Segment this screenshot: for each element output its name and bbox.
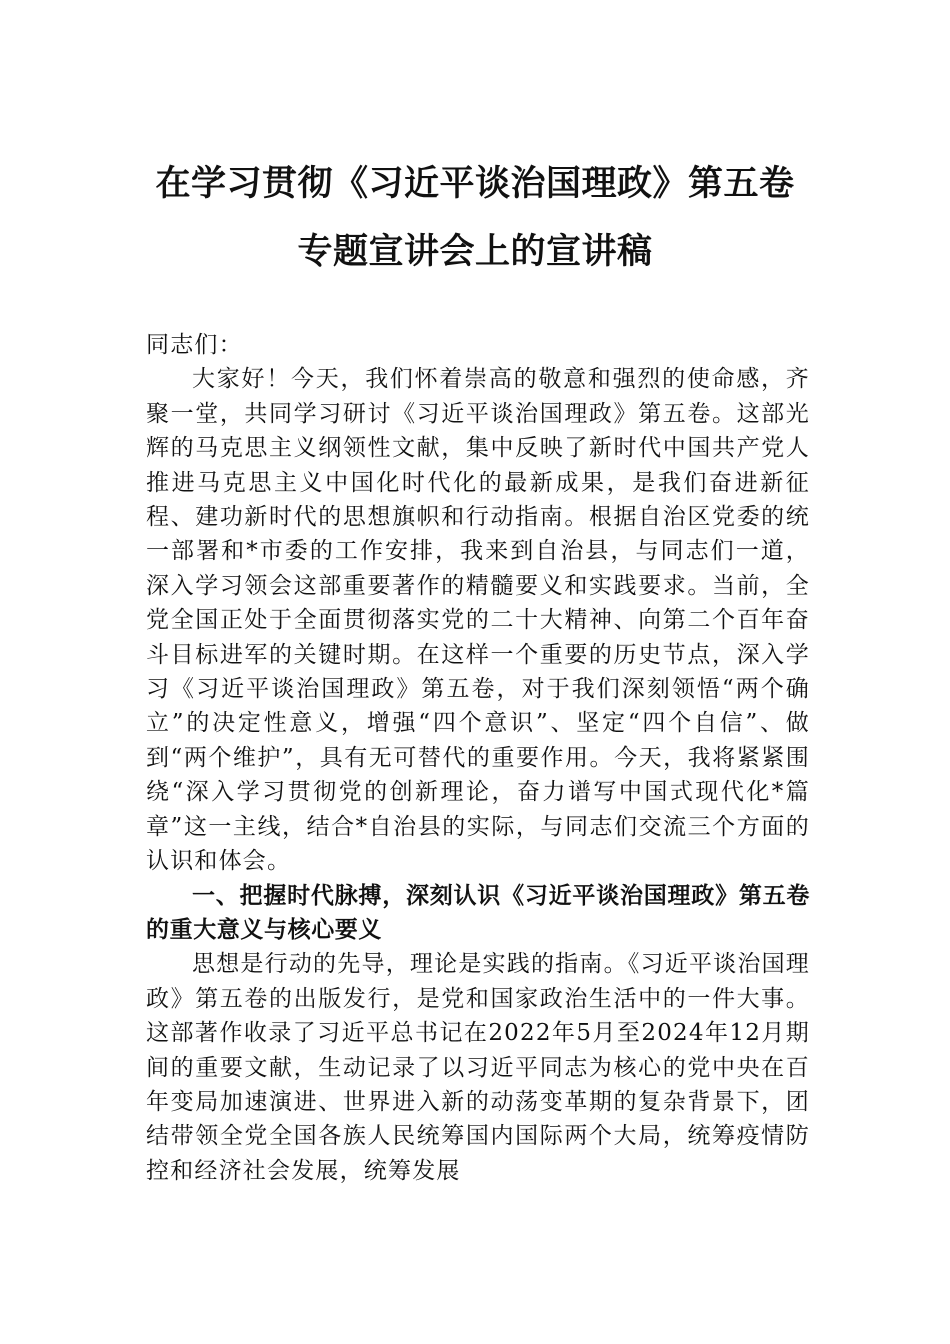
paragraph-section-1: 思想是行动的先导，理论是实践的指南。《习近平谈治国理政》第五卷的出版发行，是党和国家政治生活中的一件大事。这部著作收录了习近平总书记在2022年5月至2024年12月期间的重要文献，生动记录了以习近平同志为核心的党中央在百年变局加速演进、世界进入新的动荡变革期的复杂背景下，团结带领全党全国各族人民统筹国内国际两个大局，统筹疫情防控和经济社会发展，统筹发展 bbox=[146, 951, 810, 1184]
paragraph-opening: 大家好！今天，我们怀着崇高的敬意和强烈的使命感，齐聚一堂，共同学习研讨《习近平谈治国理政》第五卷。这部光辉的马克思主义纲领性文献，集中反映了新时代中国共产党人推进马克思主义中国化时代化的最新成果，是我们奋进新征程、建功新时代的思想旗帜和行动指南。根据自治区党委的统一部署和*市委的工作安排，我来到自治县，与同志们一道，深入学习领会这部重要著作的精髓要义和实践要求。当前，全党全国正处于全面贯彻落实党的二十大精神、向第二个百年奋斗目标进军的关键时期。在这样一个重要的历史节点，深入学习《习近平谈治国理政》第五卷，对于我们深刻领悟“两个确立”的决定性意义，增强“四个意识”、坚定“四个自信”、做到“两个维护”，具有无可替代的重要作用。今天，我将紧紧围绕“深入学习贯彻党的创新理论，奋力谱写中国式现代化*篇章”这一主线，结合*自治县的实际，与同志们交流三个方面的认识和体会。 bbox=[146, 366, 810, 875]
document-body bbox=[146, 328, 810, 1188]
document-title-line-1: 在学习贯彻《习近平谈治国理政》第五卷 bbox=[155, 163, 795, 204]
section-heading-1: 一、把握时代脉搏，深刻认识《习近平谈治国理政》第五卷的重大意义与核心要义 bbox=[146, 882, 810, 943]
salutation: 同志们： bbox=[146, 332, 243, 358]
document-title-line-2: 专题宣讲会上的宣讲稿 bbox=[297, 231, 653, 272]
